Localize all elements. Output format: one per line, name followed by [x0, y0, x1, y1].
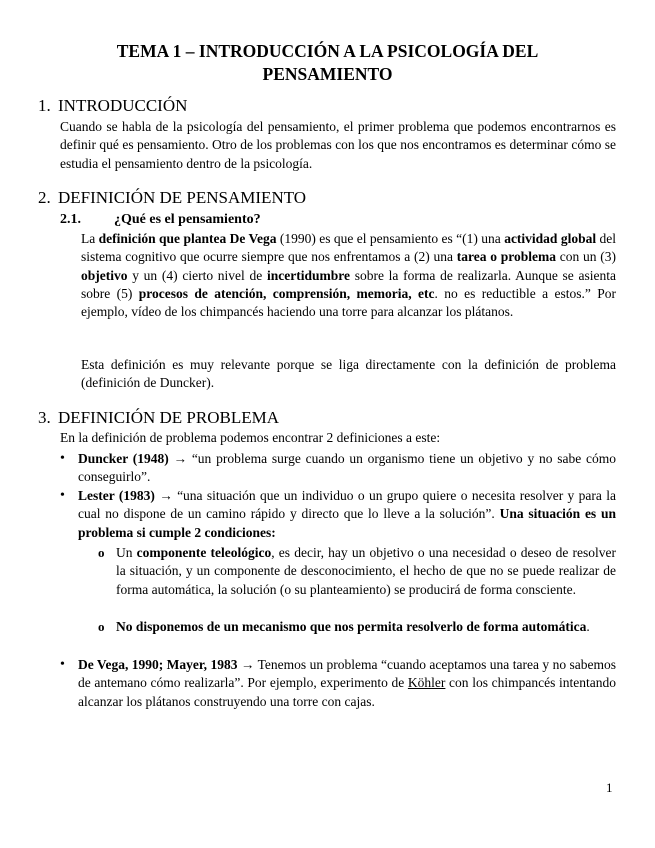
kohler-link: Köhler [407, 675, 446, 691]
bullet-2-marker: • [60, 488, 65, 503]
def-bold-1: definición que plantea De Vega [98, 231, 277, 246]
def-bold-2: actividad global [504, 231, 597, 246]
bullet-3-text: Tenemos un problema “cuando aceptamos una tarea y no sabemos de antemano cómo realizarla”. Por ejemplo, experimento de [78, 657, 617, 691]
bullet-3-marker: • [60, 657, 65, 672]
section-1-number: 1. [38, 96, 51, 115]
bullet-devega-mayer [78, 656, 616, 711]
subitem-1-text-2: , es decir, hay un objetivo o una necesidad o deseo de resolver la situación, y un componente de desconocimiento, el hecho de que no se puede realizar de forma automática, la solución (o su planteamiento) se producirá de forma consciente. [116, 545, 616, 597]
definition-paragraph [81, 230, 616, 321]
duncker-relation-paragraph: Esta definición es muy relevante porque se liga directamente con la definición de problema (definición de Duncker). [81, 357, 616, 391]
bullet-1-marker: • [60, 451, 65, 466]
subsection-2-1-title: ¿Qué es el pensamiento? [114, 212, 261, 227]
subsection-2-1-number: 2.1. [60, 212, 81, 227]
subitem-teleological [116, 544, 616, 599]
section-3-heading [38, 408, 279, 428]
section-3-number: 3. [38, 408, 51, 427]
bullet-2-bold-2: Una situación es un problema si cumple 2 condiciones: [78, 506, 616, 540]
section-3-intro: En la definición de problema podemos encontrar 2 definiciones a este: [60, 430, 441, 445]
subitem-no-mechanism [116, 618, 616, 636]
def-text-2: (1990) es que el pensamiento es “(1) una [276, 231, 505, 246]
subitem-1-marker: o [98, 545, 105, 560]
bullet-1-bold: Duncker (1948) → [78, 451, 188, 466]
subitem-1-bold: componente teleológico [136, 545, 272, 560]
section-3-title: DEFINICIÓN DE PROBLEMA [58, 408, 279, 427]
subitem-1-text-1: Un [116, 545, 137, 560]
subitem-2-bold: No disponemos de un mecanismo que nos permita resolverlo de forma automática [116, 619, 587, 634]
bullet-1-text: “un problema surge cuando un organismo tiene un objetivo y no sabe cómo conseguirlo”. [78, 451, 616, 485]
bullet-3-text-2: con los chimpancés intentando alcanzar los plátanos construyendo una torre con cajas. [78, 675, 616, 709]
def-bold-6: procesos de atención, comprensión, memoria, etc [138, 285, 435, 301]
def-bold-4: objetivo [81, 267, 128, 283]
def-text-4: con un (3) [555, 249, 616, 265]
subsection-2-1-heading [60, 211, 261, 229]
def-text-1: La [81, 231, 99, 246]
section-2-title: DEFINICIÓN DE PENSAMIENTO [58, 188, 307, 207]
def-text-6: sobre la forma de realizarla. Aunque se asienta sobre (5) [81, 267, 616, 301]
bullet-duncker [78, 450, 616, 487]
subitem-2-marker: o [98, 619, 105, 634]
subitem-2-text: . [586, 619, 590, 634]
def-text-7: . no es reductible a estos.” Por ejemplo, vídeo de los chimpancés haciendo una torre para alcanzar los plátanos. [81, 285, 616, 320]
section-2-heading [38, 188, 306, 208]
def-text-3: del sistema cognitivo que ocurre siempre que nos enfrentamos a (2) una [81, 231, 616, 265]
bullet-2-text: “una situación que un individuo o un grupo quiere o necesita resolver y para la cual no dispone de un camino rápido y directo que lo lleve a la solución”. [78, 488, 616, 522]
section-1-heading [38, 96, 187, 116]
page-number: 1 [606, 780, 613, 795]
def-text-5: y un (4) cierto nivel de [127, 267, 267, 283]
bullet-lester [78, 487, 616, 542]
document-title: TEMA 1 – INTRODUCCIÓN A LA PSICOLOGÍA DEL PENSAMIENTO [116, 41, 539, 84]
section-1-paragraph: Cuando se habla de la psicología del pensamiento, el primer problema que podemos encontrarnos es definir qué es pensamiento. Otro de los problemas con los que nos encontramos es determinar cómo se estudia el pensamiento dentro de la psicología. [60, 119, 616, 171]
def-bold-5: incertidumbre [266, 267, 350, 283]
section-1-title: INTRODUCCIÓN [58, 96, 188, 115]
bullet-2-bold: Lester (1983) → [78, 488, 173, 503]
def-bold-3: tarea o problema [456, 249, 556, 265]
bullet-3-bold: De Vega, 1990; Mayer, 1983 → [78, 657, 255, 672]
section-2-number: 2. [38, 188, 51, 207]
